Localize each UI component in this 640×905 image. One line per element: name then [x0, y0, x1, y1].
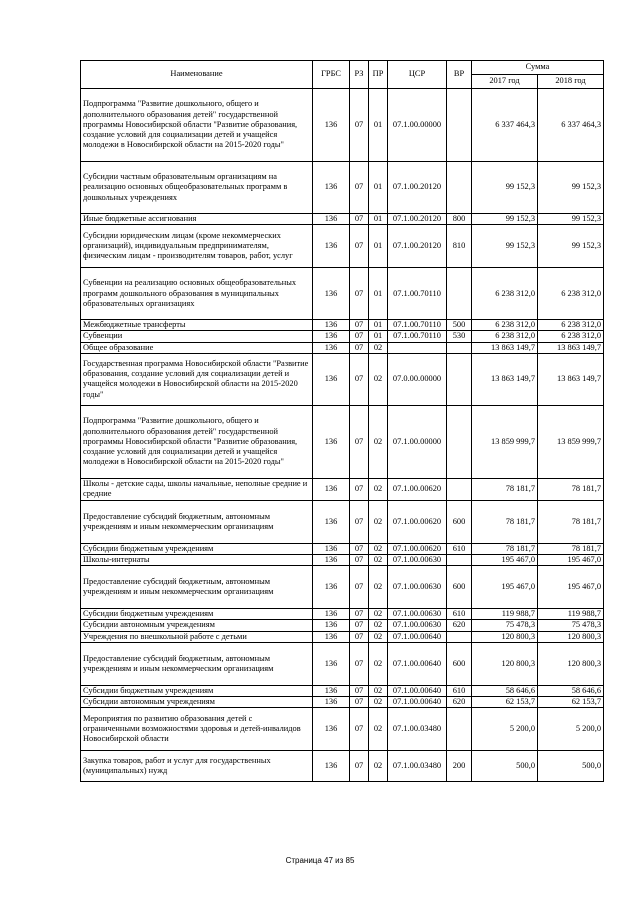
header-grbs: ГРБС: [313, 61, 350, 89]
row-rz: 07: [350, 500, 369, 543]
header-2018: 2018 год: [538, 75, 604, 89]
header-pr: ПР: [369, 61, 388, 89]
row-sum-2018: 58 646,6: [538, 685, 604, 696]
row-name: Школы-интернаты: [81, 555, 313, 566]
row-rz: 07: [350, 566, 369, 609]
row-csr: 07.1.00.20120: [388, 225, 447, 268]
table-row: [81, 320, 604, 331]
row-name: Субвенции на реализацию основных общеобразовательных программ дошкольного образования в муниципальных образовательных организациях: [81, 268, 313, 320]
row-pr: 02: [369, 751, 388, 782]
row-pr: 02: [369, 631, 388, 642]
row-vr: 610: [447, 543, 472, 554]
row-rz: 07: [350, 89, 369, 162]
row-sum-2017: 195 467,0: [472, 566, 538, 609]
row-pr: 02: [369, 566, 388, 609]
row-rz: 07: [350, 555, 369, 566]
row-sum-2017: 6 238 312,0: [472, 331, 538, 342]
row-name: Межбюджетные трансферты: [81, 320, 313, 331]
row-name: Субсидии юридическим лицам (кроме некоммерческих организаций), индивидуальным предпринимателям, физическим лицам - производителям товаров, работ, услуг: [81, 225, 313, 268]
row-name: Школы - детские сады, школы начальные, неполные средние и средние: [81, 478, 313, 500]
table-row: [81, 331, 604, 342]
row-rz: 07: [350, 268, 369, 320]
row-sum-2018: 99 152,3: [538, 225, 604, 268]
row-csr: 07.1.00.00630: [388, 566, 447, 609]
row-grbs: 136: [313, 225, 350, 268]
row-grbs: 136: [313, 631, 350, 642]
row-rz: 07: [350, 642, 369, 685]
row-grbs: 136: [313, 708, 350, 751]
row-sum-2017: 119 988,7: [472, 609, 538, 620]
row-grbs: 136: [313, 268, 350, 320]
row-sum-2017: 13 863 149,7: [472, 353, 538, 405]
row-sum-2018: 6 238 312,0: [538, 268, 604, 320]
row-pr: 02: [369, 543, 388, 554]
row-csr: 07.1.00.20120: [388, 214, 447, 225]
row-grbs: 136: [313, 353, 350, 405]
table-row: [81, 214, 604, 225]
row-name: Предоставление субсидий бюджетным, автономным учреждениям и иным некоммерческим организациям: [81, 566, 313, 609]
row-name: Учреждения по внешкольной работе с детьми: [81, 631, 313, 642]
header-row: [81, 61, 604, 75]
row-csr: 07.1.00.00640: [388, 642, 447, 685]
row-rz: 07: [350, 631, 369, 642]
row-sum-2018: 6 238 312,0: [538, 320, 604, 331]
row-csr: 07.1.00.00620: [388, 478, 447, 500]
row-pr: 02: [369, 697, 388, 708]
row-rz: 07: [350, 320, 369, 331]
row-sum-2017: 78 181,7: [472, 500, 538, 543]
row-pr: 02: [369, 342, 388, 353]
table-row: [81, 353, 604, 405]
row-csr: 07.1.00.00620: [388, 500, 447, 543]
row-sum-2017: 99 152,3: [472, 225, 538, 268]
row-rz: 07: [350, 697, 369, 708]
row-csr: 07.1.00.00630: [388, 555, 447, 566]
row-name: Закупка товаров, работ и услуг для государственных (муниципальных) нужд: [81, 751, 313, 782]
table-row: [81, 500, 604, 543]
row-grbs: 136: [313, 405, 350, 478]
row-rz: 07: [350, 162, 369, 214]
row-vr: [447, 478, 472, 500]
row-grbs: 136: [313, 342, 350, 353]
row-sum-2017: 120 800,3: [472, 631, 538, 642]
row-rz: 07: [350, 342, 369, 353]
row-vr: 800: [447, 214, 472, 225]
row-csr: 07.1.00.70110: [388, 320, 447, 331]
row-pr: 02: [369, 642, 388, 685]
row-sum-2018: 62 153,7: [538, 697, 604, 708]
row-vr: [447, 631, 472, 642]
table-row: [81, 566, 604, 609]
table-row: [81, 620, 604, 631]
row-grbs: 136: [313, 555, 350, 566]
row-sum-2017: 62 153,7: [472, 697, 538, 708]
row-csr: 07.1.00.03480: [388, 751, 447, 782]
table-body: [81, 89, 604, 782]
row-rz: 07: [350, 478, 369, 500]
row-pr: 02: [369, 353, 388, 405]
row-name: Государственная программа Новосибирской области "Развитие образования, создание условий для социализации детей и учащейся молодежи в Новосибирской области на 2015-2020 годы": [81, 353, 313, 405]
row-grbs: 136: [313, 543, 350, 554]
row-rz: 07: [350, 353, 369, 405]
row-rz: 07: [350, 685, 369, 696]
row-sum-2018: 6 337 464,3: [538, 89, 604, 162]
row-vr: 500: [447, 320, 472, 331]
row-pr: 01: [369, 162, 388, 214]
table-row: [81, 478, 604, 500]
row-pr: 02: [369, 708, 388, 751]
table-row: [81, 225, 604, 268]
row-sum-2018: 120 800,3: [538, 631, 604, 642]
row-sum-2018: 500,0: [538, 751, 604, 782]
row-vr: 620: [447, 697, 472, 708]
row-sum-2017: 6 238 312,0: [472, 268, 538, 320]
row-rz: 07: [350, 620, 369, 631]
row-rz: 07: [350, 708, 369, 751]
row-vr: 610: [447, 609, 472, 620]
row-vr: 810: [447, 225, 472, 268]
row-pr: 01: [369, 331, 388, 342]
row-sum-2017: 120 800,3: [472, 642, 538, 685]
row-csr: 07.0.00.00000: [388, 353, 447, 405]
row-grbs: 136: [313, 697, 350, 708]
row-sum-2018: 78 181,7: [538, 478, 604, 500]
row-vr: [447, 268, 472, 320]
row-grbs: 136: [313, 751, 350, 782]
row-pr: 02: [369, 555, 388, 566]
row-csr: 07.1.00.00640: [388, 697, 447, 708]
row-sum-2018: 6 238 312,0: [538, 331, 604, 342]
row-vr: 600: [447, 500, 472, 543]
row-name: Субсидии частным образовательным организациям на реализацию основных общеобразовательных программ в дошкольных учреждениях: [81, 162, 313, 214]
row-sum-2018: 75 478,3: [538, 620, 604, 631]
row-pr: 02: [369, 405, 388, 478]
row-pr: 02: [369, 609, 388, 620]
row-vr: [447, 555, 472, 566]
table-row: [81, 631, 604, 642]
row-csr: 07.1.00.00640: [388, 685, 447, 696]
row-name: Предоставление субсидий бюджетным, автономным учреждениям и иным некоммерческим организациям: [81, 500, 313, 543]
row-pr: 02: [369, 620, 388, 631]
row-csr: 07.1.00.00630: [388, 620, 447, 631]
row-rz: 07: [350, 331, 369, 342]
row-sum-2017: 500,0: [472, 751, 538, 782]
row-pr: 02: [369, 685, 388, 696]
row-rz: 07: [350, 751, 369, 782]
row-sum-2017: 13 863 149,7: [472, 342, 538, 353]
header-2017: 2017 год: [472, 75, 538, 89]
table-row: [81, 342, 604, 353]
header-rz: РЗ: [350, 61, 369, 89]
header-csr: ЦСР: [388, 61, 447, 89]
row-name: Предоставление субсидий бюджетным, автономным учреждениям и иным некоммерческим организациям: [81, 642, 313, 685]
row-csr: 07.1.00.20120: [388, 162, 447, 214]
table-row: [81, 162, 604, 214]
row-pr: 01: [369, 268, 388, 320]
row-sum-2018: 78 181,7: [538, 543, 604, 554]
row-grbs: 136: [313, 620, 350, 631]
row-csr: 07.1.00.00000: [388, 405, 447, 478]
row-vr: [447, 89, 472, 162]
row-name: Субсидии автономным учреждениям: [81, 697, 313, 708]
row-name: Иные бюджетные ассигнования: [81, 214, 313, 225]
row-csr: 07.1.00.00640: [388, 631, 447, 642]
table-row: [81, 751, 604, 782]
row-pr: 02: [369, 500, 388, 543]
row-name: Подпрограмма "Развитие дошкольного, общего и дополнительного образования детей" государственной программы Новосибирской области "Развитие образования, создание условий для социализации детей и учащейся молодежи в Новосибирской области на 2015-2020 годы": [81, 405, 313, 478]
row-sum-2017: 6 337 464,3: [472, 89, 538, 162]
row-csr: 07.1.00.00000: [388, 89, 447, 162]
row-sum-2018: 13 863 149,7: [538, 353, 604, 405]
row-vr: [447, 405, 472, 478]
row-grbs: 136: [313, 500, 350, 543]
row-sum-2018: 13 859 999,7: [538, 405, 604, 478]
table-row: [81, 697, 604, 708]
table-row: [81, 708, 604, 751]
row-pr: 01: [369, 225, 388, 268]
row-sum-2017: 99 152,3: [472, 214, 538, 225]
row-vr: 530: [447, 331, 472, 342]
row-name: Субсидии бюджетным учреждениям: [81, 609, 313, 620]
header-sum: Сумма: [472, 61, 604, 75]
row-rz: 07: [350, 609, 369, 620]
row-sum-2018: 195 467,0: [538, 555, 604, 566]
row-grbs: 136: [313, 89, 350, 162]
row-pr: 01: [369, 320, 388, 331]
page-footer: Страница 47 из 85: [285, 856, 355, 865]
row-csr: 07.1.00.03480: [388, 708, 447, 751]
row-name: Субсидии бюджетным учреждениям: [81, 685, 313, 696]
row-grbs: 136: [313, 685, 350, 696]
table-row: [81, 555, 604, 566]
row-rz: 07: [350, 405, 369, 478]
table-row: [81, 268, 604, 320]
row-csr: 07.1.00.00620: [388, 543, 447, 554]
row-grbs: 136: [313, 214, 350, 225]
row-name: Субсидии бюджетным учреждениям: [81, 543, 313, 554]
row-sum-2018: 13 863 149,7: [538, 342, 604, 353]
row-csr: 07.1.00.00630: [388, 609, 447, 620]
row-sum-2017: 78 181,7: [472, 543, 538, 554]
row-sum-2017: 6 238 312,0: [472, 320, 538, 331]
row-vr: 200: [447, 751, 472, 782]
row-name: Подпрограмма "Развитие дошкольного, общего и дополнительного образования детей" государственной программы Новосибирской области "Развитие образования, создание условий для социализации детей и учащейся молодежи в Новосибирской области на 2015-2020 годы": [81, 89, 313, 162]
row-grbs: 136: [313, 162, 350, 214]
row-sum-2017: 99 152,3: [472, 162, 538, 214]
row-rz: 07: [350, 225, 369, 268]
row-grbs: 136: [313, 642, 350, 685]
row-sum-2017: 78 181,7: [472, 478, 538, 500]
row-sum-2017: 195 467,0: [472, 555, 538, 566]
row-sum-2018: 99 152,3: [538, 162, 604, 214]
row-sum-2018: 195 467,0: [538, 566, 604, 609]
header-name: Наименование: [81, 61, 313, 89]
table-row: [81, 609, 604, 620]
row-pr: 01: [369, 214, 388, 225]
row-sum-2018: 99 152,3: [538, 214, 604, 225]
row-sum-2017: 75 478,3: [472, 620, 538, 631]
row-csr: 07.1.00.70110: [388, 331, 447, 342]
row-grbs: 136: [313, 566, 350, 609]
row-vr: 600: [447, 566, 472, 609]
row-name: Субвенции: [81, 331, 313, 342]
row-pr: 02: [369, 478, 388, 500]
row-pr: 01: [369, 89, 388, 162]
row-grbs: 136: [313, 320, 350, 331]
table-row: [81, 405, 604, 478]
row-grbs: 136: [313, 478, 350, 500]
row-vr: 600: [447, 642, 472, 685]
table-row: [81, 685, 604, 696]
row-vr: [447, 342, 472, 353]
row-vr: 610: [447, 685, 472, 696]
row-vr: [447, 353, 472, 405]
row-grbs: 136: [313, 331, 350, 342]
budget-table: [80, 60, 604, 782]
row-sum-2018: 78 181,7: [538, 500, 604, 543]
row-vr: 620: [447, 620, 472, 631]
header-vr: ВР: [447, 61, 472, 89]
row-name: Общее образование: [81, 342, 313, 353]
row-vr: [447, 708, 472, 751]
table-row: [81, 89, 604, 162]
row-csr: 07.1.00.70110: [388, 268, 447, 320]
table-row: [81, 543, 604, 554]
row-name: Субсидии автономным учреждениям: [81, 620, 313, 631]
row-sum-2018: 119 988,7: [538, 609, 604, 620]
row-rz: 07: [350, 214, 369, 225]
table-row: [81, 642, 604, 685]
row-csr: [388, 342, 447, 353]
row-rz: 07: [350, 543, 369, 554]
row-sum-2017: 13 859 999,7: [472, 405, 538, 478]
row-sum-2017: 58 646,6: [472, 685, 538, 696]
row-sum-2018: 5 200,0: [538, 708, 604, 751]
row-vr: [447, 162, 472, 214]
row-name: Мероприятия по развитию образования детей с ограниченными возможностями здоровья и детей-инвалидов Новосибирской области: [81, 708, 313, 751]
row-sum-2018: 120 800,3: [538, 642, 604, 685]
row-sum-2017: 5 200,0: [472, 708, 538, 751]
row-grbs: 136: [313, 609, 350, 620]
